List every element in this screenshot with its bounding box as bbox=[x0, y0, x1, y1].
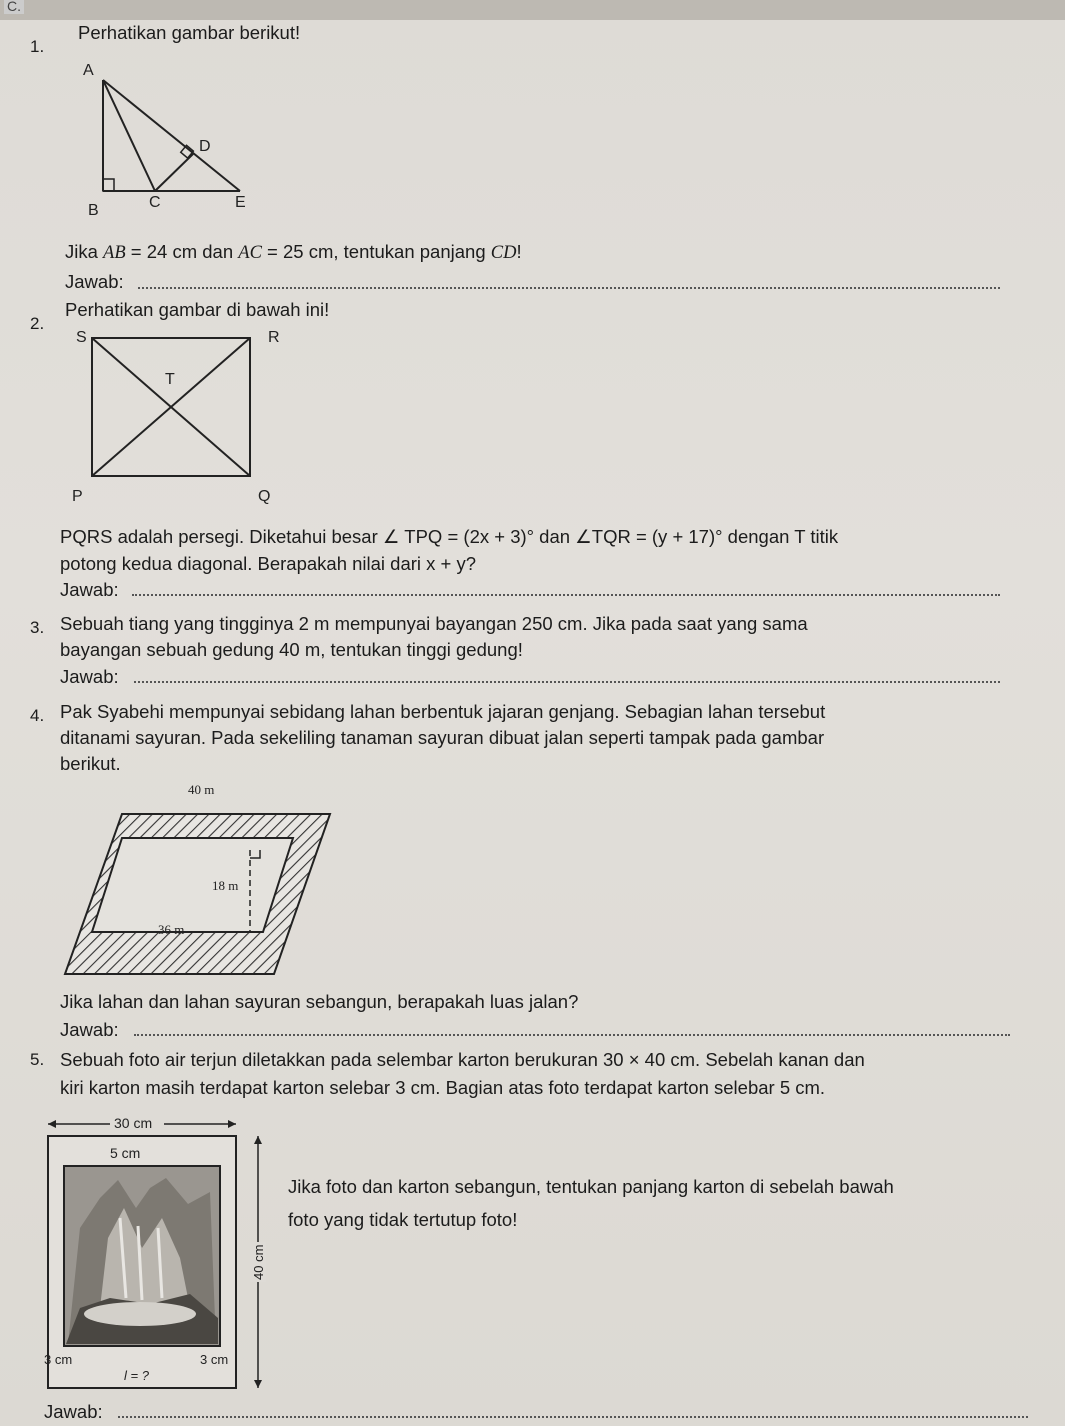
q1-label-c: C bbox=[149, 194, 161, 211]
q1-label-b: B bbox=[88, 202, 99, 219]
q4-answer-line[interactable] bbox=[134, 1034, 1010, 1036]
q5-answer-line[interactable] bbox=[118, 1416, 1028, 1418]
q2-line1: PQRS adalah persegi. Diketahui besar ∠ TPQ = (2x + 3)° dan ∠TQR = (y + 17)° dengan T titik bbox=[60, 526, 839, 547]
q5-label-left: 3 cm bbox=[44, 1352, 73, 1367]
q4-parallelogram-figure bbox=[50, 780, 350, 980]
q5-label-right: 3 cm bbox=[200, 1352, 229, 1367]
q2-label-t: T bbox=[165, 371, 175, 388]
q1-number: 1. bbox=[30, 37, 45, 56]
q5-label-height: 40 cm bbox=[251, 1244, 266, 1280]
q4-number: 4. bbox=[30, 706, 45, 725]
q5-label-bottom: l = ? bbox=[124, 1368, 149, 1383]
q2-intro: Perhatikan gambar di bawah ini! bbox=[65, 299, 330, 320]
q4-label-height: 18 m bbox=[212, 878, 239, 893]
q5-question-line2: foto yang tidak tertutup foto! bbox=[288, 1209, 518, 1230]
q2-label-p: P bbox=[72, 488, 83, 505]
q1-answer-label: Jawab: bbox=[65, 271, 124, 292]
q1-label-d: D bbox=[199, 138, 211, 155]
q3-line1: Sebuah tiang yang tingginya 2 m mempunyai bayangan 250 cm. Jika pada saat yang sama bbox=[60, 613, 808, 634]
q5-line1: Sebuah foto air terjun diletakkan pada selembar karton berukuran 30 × 40 cm. Sebelah kanan dan bbox=[60, 1049, 865, 1070]
q1-question: Jika AB = 24 cm dan AC = 25 cm, tentukan panjang CD! bbox=[65, 241, 522, 263]
q5-line2: kiri karton masih terdapat karton selebar 3 cm. Bagian atas foto terdapat karton selebar 5 cm. bbox=[60, 1077, 826, 1098]
q3-number: 3. bbox=[30, 618, 45, 637]
q5-photo-figure bbox=[40, 1108, 280, 1398]
q4-label-top: 40 m bbox=[188, 782, 215, 797]
q2-label-q: Q bbox=[258, 488, 271, 505]
q1-label-a: A bbox=[83, 62, 94, 79]
section-letter: C. bbox=[4, 0, 24, 14]
top-edge bbox=[0, 0, 1065, 20]
q4-label-inner: 36 m bbox=[158, 922, 185, 937]
q4-line2: ditanami sayuran. Pada sekeliling tanaman sayuran dibuat jalan seperti tampak pada gambar bbox=[60, 727, 825, 748]
q2-line2: potong kedua diagonal. Berapakah nilai dari x + y? bbox=[60, 553, 477, 574]
q4-line1: Pak Syabehi mempunyai sebidang lahan berbentuk jajaran genjang. Sebagian lahan tersebut bbox=[60, 701, 826, 722]
q5-label-top: 5 cm bbox=[110, 1145, 141, 1161]
q5-question-line1: Jika foto dan karton sebangun, tentukan panjang karton di sebelah bawah bbox=[288, 1176, 894, 1197]
q2-answer-line[interactable] bbox=[132, 594, 1000, 596]
q5-label-width: 30 cm bbox=[114, 1115, 153, 1131]
q2-label-s: S bbox=[76, 329, 87, 346]
q2-square-figure bbox=[70, 322, 290, 507]
q2-number: 2. bbox=[30, 314, 45, 333]
q3-line2: bayangan sebuah gedung 40 m, tentukan tinggi gedung! bbox=[60, 639, 523, 660]
q2-answer-label: Jawab: bbox=[60, 579, 119, 600]
q5-answer-label: Jawab: bbox=[44, 1401, 103, 1422]
q1-label-e: E bbox=[235, 194, 246, 211]
q1-intro: Perhatikan gambar berikut! bbox=[78, 22, 301, 43]
q4-line3: berikut. bbox=[60, 753, 121, 774]
q4-question: Jika lahan dan lahan sayuran sebangun, berapakah luas jalan? bbox=[60, 991, 579, 1012]
q3-answer-label: Jawab: bbox=[60, 666, 119, 687]
q1-answer-line[interactable] bbox=[138, 287, 1000, 289]
q1-triangle-figure bbox=[75, 55, 275, 225]
q5-number: 5. bbox=[30, 1050, 45, 1069]
q3-answer-line[interactable] bbox=[134, 681, 1000, 683]
q2-label-r: R bbox=[268, 329, 280, 346]
q4-answer-label: Jawab: bbox=[60, 1019, 119, 1040]
